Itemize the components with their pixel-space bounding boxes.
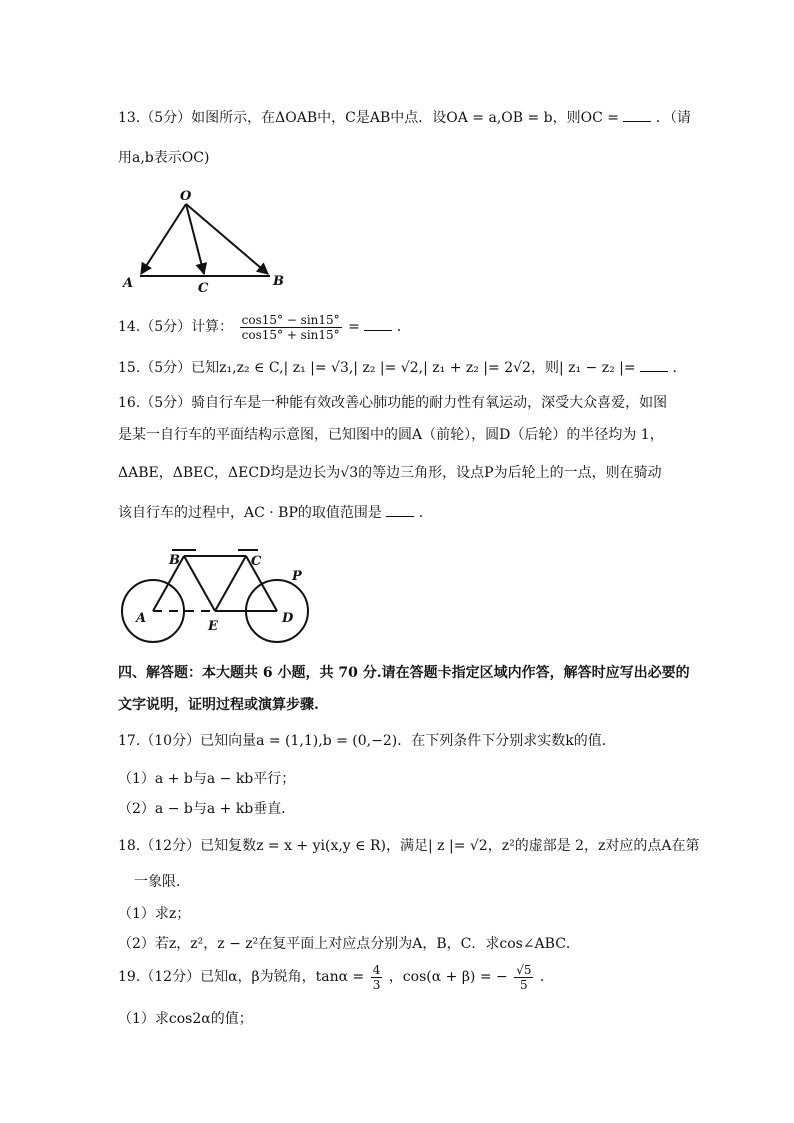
q19-cos-fraction bbox=[514, 963, 533, 992]
q19-prefix: 19.（12分）已知α，β为锐角，tanα = bbox=[118, 969, 365, 985]
q15-line bbox=[118, 358, 687, 378]
q18-line1: 18.（12分）已知复数z = x + yi(x,y ∈ R)，满足| z |= √2，z²的虚部是 2，z对应的点A在第 bbox=[118, 838, 700, 854]
q16-line2: 是某一自行车的平面结构示意图，已知图中的圆A（前轮），圆D（后轮）的半径均为 1， bbox=[118, 427, 664, 443]
q19-tan-fraction bbox=[371, 963, 383, 992]
q17-stem: 17.（10分）已知向量a = (1,1),b = (0,−2)．在下列条件下分别求实数k的值． bbox=[118, 733, 616, 749]
q17-part2: （2）a − b与a + kb垂直． bbox=[118, 801, 296, 817]
q14-fraction bbox=[240, 313, 342, 342]
q13-text-tail: ．（请 bbox=[655, 110, 691, 126]
q13-text: 13.（5分）如图所示，在ΔOAB中，C是AB中点．设OA = a,OB = b，则OC = bbox=[118, 110, 620, 126]
q16-line1: 16.（5分）骑自行车是一种能有效改善心肺功能的耐力性有氧运动，深受大众喜爱，如图 bbox=[118, 395, 668, 411]
label-e: E bbox=[208, 619, 218, 634]
q18-line2: 一象限． bbox=[134, 874, 190, 890]
q17-part1: （1）a + b与a − kb平行； bbox=[118, 771, 296, 787]
q16-text: 该自行车的过程中，AC · BP的取值范围是 bbox=[118, 505, 382, 521]
q19-line bbox=[118, 962, 554, 992]
q13-answer-blank bbox=[623, 109, 651, 122]
q15-text: 15.（5分）已知z₁,z₂ ∈ C,| z₁ |= √3,| z₂ |= √2,| z₁ + z₂ |= 2√2，则| z₁ − z₂ |= bbox=[118, 360, 636, 376]
bicycle-figure bbox=[116, 542, 316, 648]
q14-end: ． bbox=[396, 319, 411, 335]
q16-end: ． bbox=[418, 505, 433, 521]
q14-denominator: cos15° + sin15° bbox=[241, 327, 340, 342]
q19-tan-numerator: 4 bbox=[372, 962, 381, 977]
q15-answer-blank bbox=[640, 359, 668, 372]
q19-cos-numerator: √5 bbox=[516, 962, 532, 977]
label-b: B bbox=[169, 553, 180, 568]
label-b: B bbox=[273, 274, 284, 289]
section4-header-line1: 四、解答题：本大题共 6 小题，共 70 分.请在答题卡指定区域内作答，解答时应写出必要的 bbox=[118, 665, 690, 681]
q18-part1: （1）求z； bbox=[118, 906, 191, 922]
segment-oc bbox=[186, 204, 204, 274]
label-c: C bbox=[198, 281, 209, 296]
q16-answer-blank bbox=[386, 504, 414, 517]
q19-tan-denominator: 3 bbox=[372, 977, 381, 992]
q16-line3: ΔABE，ΔBEC，ΔECD均是边长为√3的等边三角形，设点P为后轮上的一点，则在骑动 bbox=[118, 465, 662, 481]
q14-numerator: cos15° − sin15° bbox=[241, 312, 340, 327]
q13-line2: 用a,b表示OC) bbox=[118, 150, 210, 166]
segment-oa bbox=[141, 204, 186, 274]
q13-line1 bbox=[118, 108, 691, 128]
segment-ec bbox=[215, 556, 246, 611]
label-d: D bbox=[282, 611, 294, 626]
triangle-oab-figure bbox=[118, 186, 298, 296]
q19-part1: （1）求cos2α的值； bbox=[118, 1011, 253, 1027]
q14-line bbox=[118, 312, 411, 342]
q18-part2: （2）若z，z²，z − z²在复平面上对应点分别为A，B，C．求cos∠ABC． bbox=[118, 936, 580, 952]
label-c: C bbox=[251, 554, 262, 569]
label-a: A bbox=[136, 611, 147, 626]
label-o: O bbox=[180, 189, 192, 204]
q14-answer-blank bbox=[364, 318, 392, 331]
q14-prefix: 14.（5分）计算： bbox=[118, 319, 234, 335]
section4-header-line2: 文字说明，证明过程或演算步骤. bbox=[118, 697, 319, 713]
q19-cos-denominator: 5 bbox=[520, 977, 528, 992]
q14-suffix: = bbox=[348, 319, 360, 335]
q19-middle: ，cos(α + β) = − bbox=[388, 969, 508, 985]
label-p: P bbox=[292, 569, 302, 584]
segment-ob bbox=[186, 204, 268, 274]
q15-end: ． bbox=[672, 360, 687, 376]
q19-end: ． bbox=[539, 969, 554, 985]
q16-line4 bbox=[118, 503, 433, 523]
segment-be bbox=[184, 556, 215, 611]
label-a: A bbox=[123, 276, 134, 291]
